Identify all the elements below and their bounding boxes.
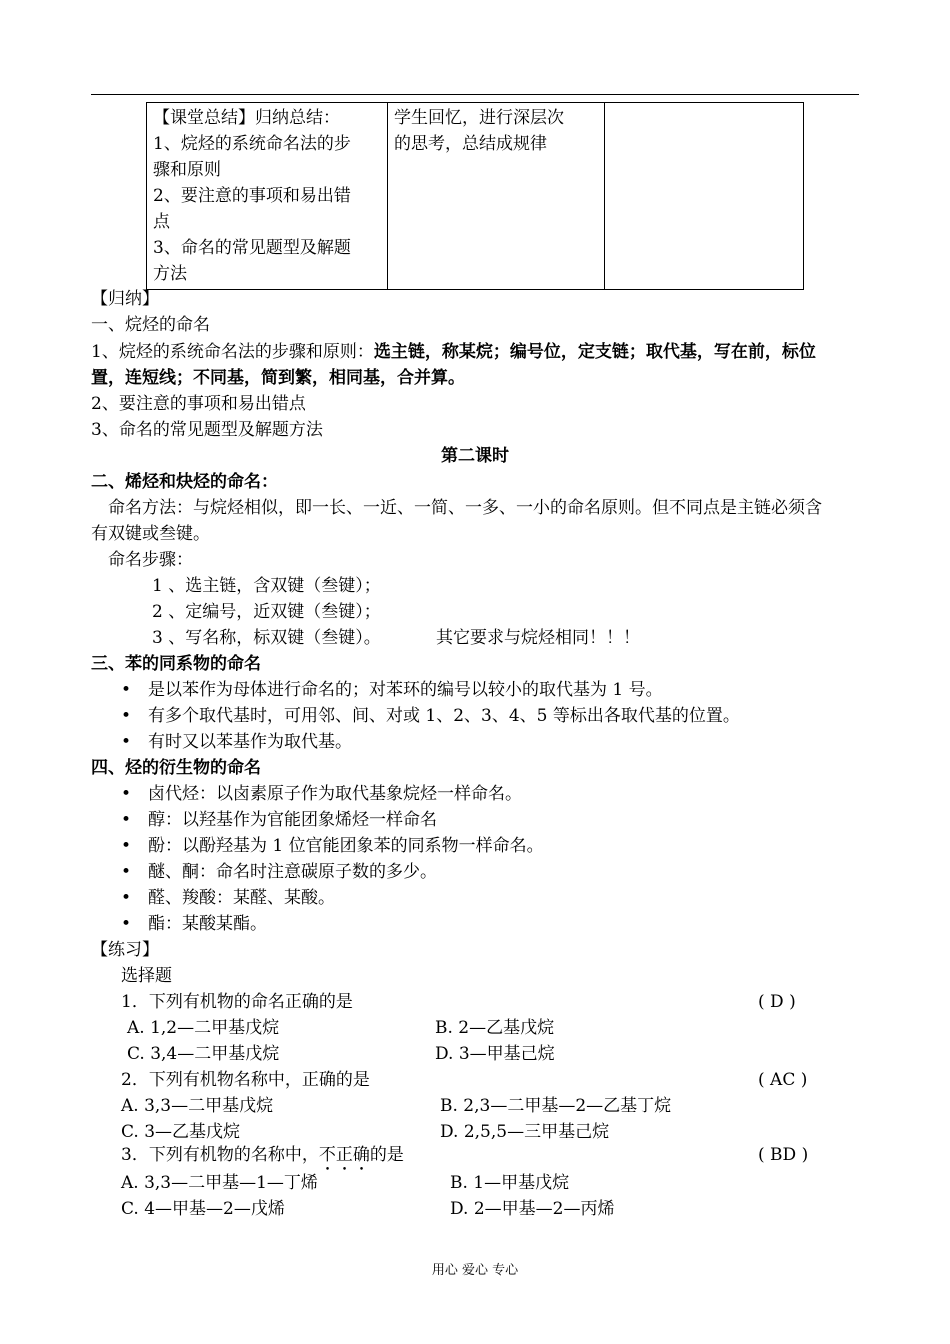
section-4-title: 四、烃的衍生物的命名 [91,758,261,778]
bullet-icon: • [121,836,132,856]
page-footer: 用心 爱心 专心 [431,1263,519,1278]
summary-line: 学生回忆，进行深层次 [394,108,564,128]
q2-option-a: A. 3,3—二甲基戊烷 [121,1096,274,1116]
q3-option-c: C. 4—甲基—2—戊烯 [121,1199,285,1219]
sec3-bullet: 有时又以苯基作为取代基。 [148,732,352,752]
q1-option-c: C. 3,4—二甲基戊烷 [127,1044,280,1064]
q1-option-a: A. 1,2—二甲基戊烷 [127,1018,280,1038]
practice-label: 选择题 [121,966,172,986]
sec4-bullet: 酚：以酚羟基为 1 位官能团象苯的同系物一样命名。 [148,836,544,856]
q1-option-d: D. 3—甲基己烷 [435,1044,555,1064]
q3-stem-emphasis: 不正确 [318,1145,370,1165]
q2-option-d: D. 2,5,5—三甲基己烷 [440,1122,610,1142]
q2-answer: ( AC ) [758,1070,808,1090]
bullet-icon: • [121,784,132,804]
q2-option-b: B. 2,3—二甲基—2—乙基丁烷 [440,1096,672,1116]
step-3: 3 、写名称，标双键（叁键）。 [152,628,381,648]
guina-item-1-cont: 置，连短线；不同基，简到繁，相同基，合并算。 [91,368,465,388]
q3-stem-end: 的是 [369,1145,404,1165]
summary-cell-empty [605,103,804,290]
q3-stem-start: 3．下列有机物的名称中， [121,1145,319,1165]
summary-table [146,102,804,290]
q3-option-b: B. 1—甲基戊烷 [450,1173,570,1193]
section-2-title: 二、烯烃和炔烃的命名： [91,472,278,492]
step-3-note: 其它要求与烷烃相同！！！ [436,628,640,648]
steps-label: 命名步骤： [108,550,193,570]
practice-heading: 【练习】 [91,940,159,960]
summary-cell-content [147,103,388,290]
q3-option-d: D. 2—甲基—2—丙烯 [450,1199,615,1219]
guina-heading: 【归纳】 [91,289,159,309]
summary-line: 方法 [153,264,187,284]
section-1-title: 一、烷烃的命名 [91,315,210,335]
bullet-icon: • [121,888,132,908]
step-2: 2 、定编号，近双键（叁键）； [152,602,381,622]
bullet-icon: • [121,914,132,934]
sec3-bullet: 有多个取代基时，可用邻、间、对或 1、2、3、4、5 等标出各取代基的位置。 [148,706,740,726]
method-text: 命名方法：与烷烃相似，即一长、一近、一简、一多、一小的命名原则。但不同点是主链必须含 [108,498,822,518]
method-text-cont: 有双键或叁键。 [91,524,210,544]
summary-line: 的思考，总结成规律 [394,134,547,154]
summary-line: 1、烷烃的系统命名法的步 [153,134,351,154]
q2-option-c: C. 3—乙基戊烷 [121,1122,241,1142]
q1-answer: ( D ) [758,992,796,1012]
header-rule [91,94,859,95]
guina-item-1-rules: 选主链，称某烷；编号位，定支链；取代基，写在前，标位 [373,342,816,362]
summary-line: 骤和原则 [153,160,221,180]
sec4-bullet: 卤代烃：以卤素原子作为取代基象烷烃一样命名。 [148,784,522,804]
sec4-bullet: 酯：某酸某酯。 [148,914,267,934]
guina-item-3: 3、命名的常见题型及解题方法 [91,420,323,440]
summary-line: 【课堂总结】归纳总结： [153,108,340,128]
step-1: 1 、选主链，含双键（叁键）； [152,576,381,596]
sec4-bullet: 醛、羧酸：某醛、某酸。 [148,888,335,908]
summary-line: 3、命名的常见题型及解题 [153,238,351,258]
guina-item-1 [91,340,816,364]
guina-item-1-label: 1、烷烃的系统命名法的步骤和原则： [91,342,374,362]
sec3-bullet: 是以苯作为母体进行命名的；对苯环的编号以较小的取代基为 1 号。 [148,680,663,700]
sec4-bullet: 醇：以羟基作为官能团象烯烃一样命名 [148,810,437,830]
bullet-icon: • [121,732,132,752]
guina-item-2: 2、要注意的事项和易出错点 [91,394,306,414]
q2-stem: 2．下列有机物名称中，正确的是 [121,1070,370,1090]
q1-stem: 1．下列有机物的命名正确的是 [121,992,353,1012]
sec4-bullet: 醚、酮：命名时注意碳原子数的多少。 [148,862,437,882]
bullet-icon: • [121,680,132,700]
bullet-icon: • [121,706,132,726]
q3-option-a: A. 3,3—二甲基—1—丁烯 [121,1173,318,1193]
q1-option-b: B. 2—乙基戊烷 [435,1018,555,1038]
bullet-icon: • [121,862,132,882]
section-3-title: 三、苯的同系物的命名 [91,654,261,674]
q3-answer: ( BD ) [758,1145,809,1165]
summary-line: 点 [153,212,170,232]
summary-cell-student [388,103,605,290]
summary-line: 2、要注意的事项和易出错 [153,186,351,206]
bullet-icon: • [121,810,132,830]
lesson-title: 第二课时 [441,446,509,466]
